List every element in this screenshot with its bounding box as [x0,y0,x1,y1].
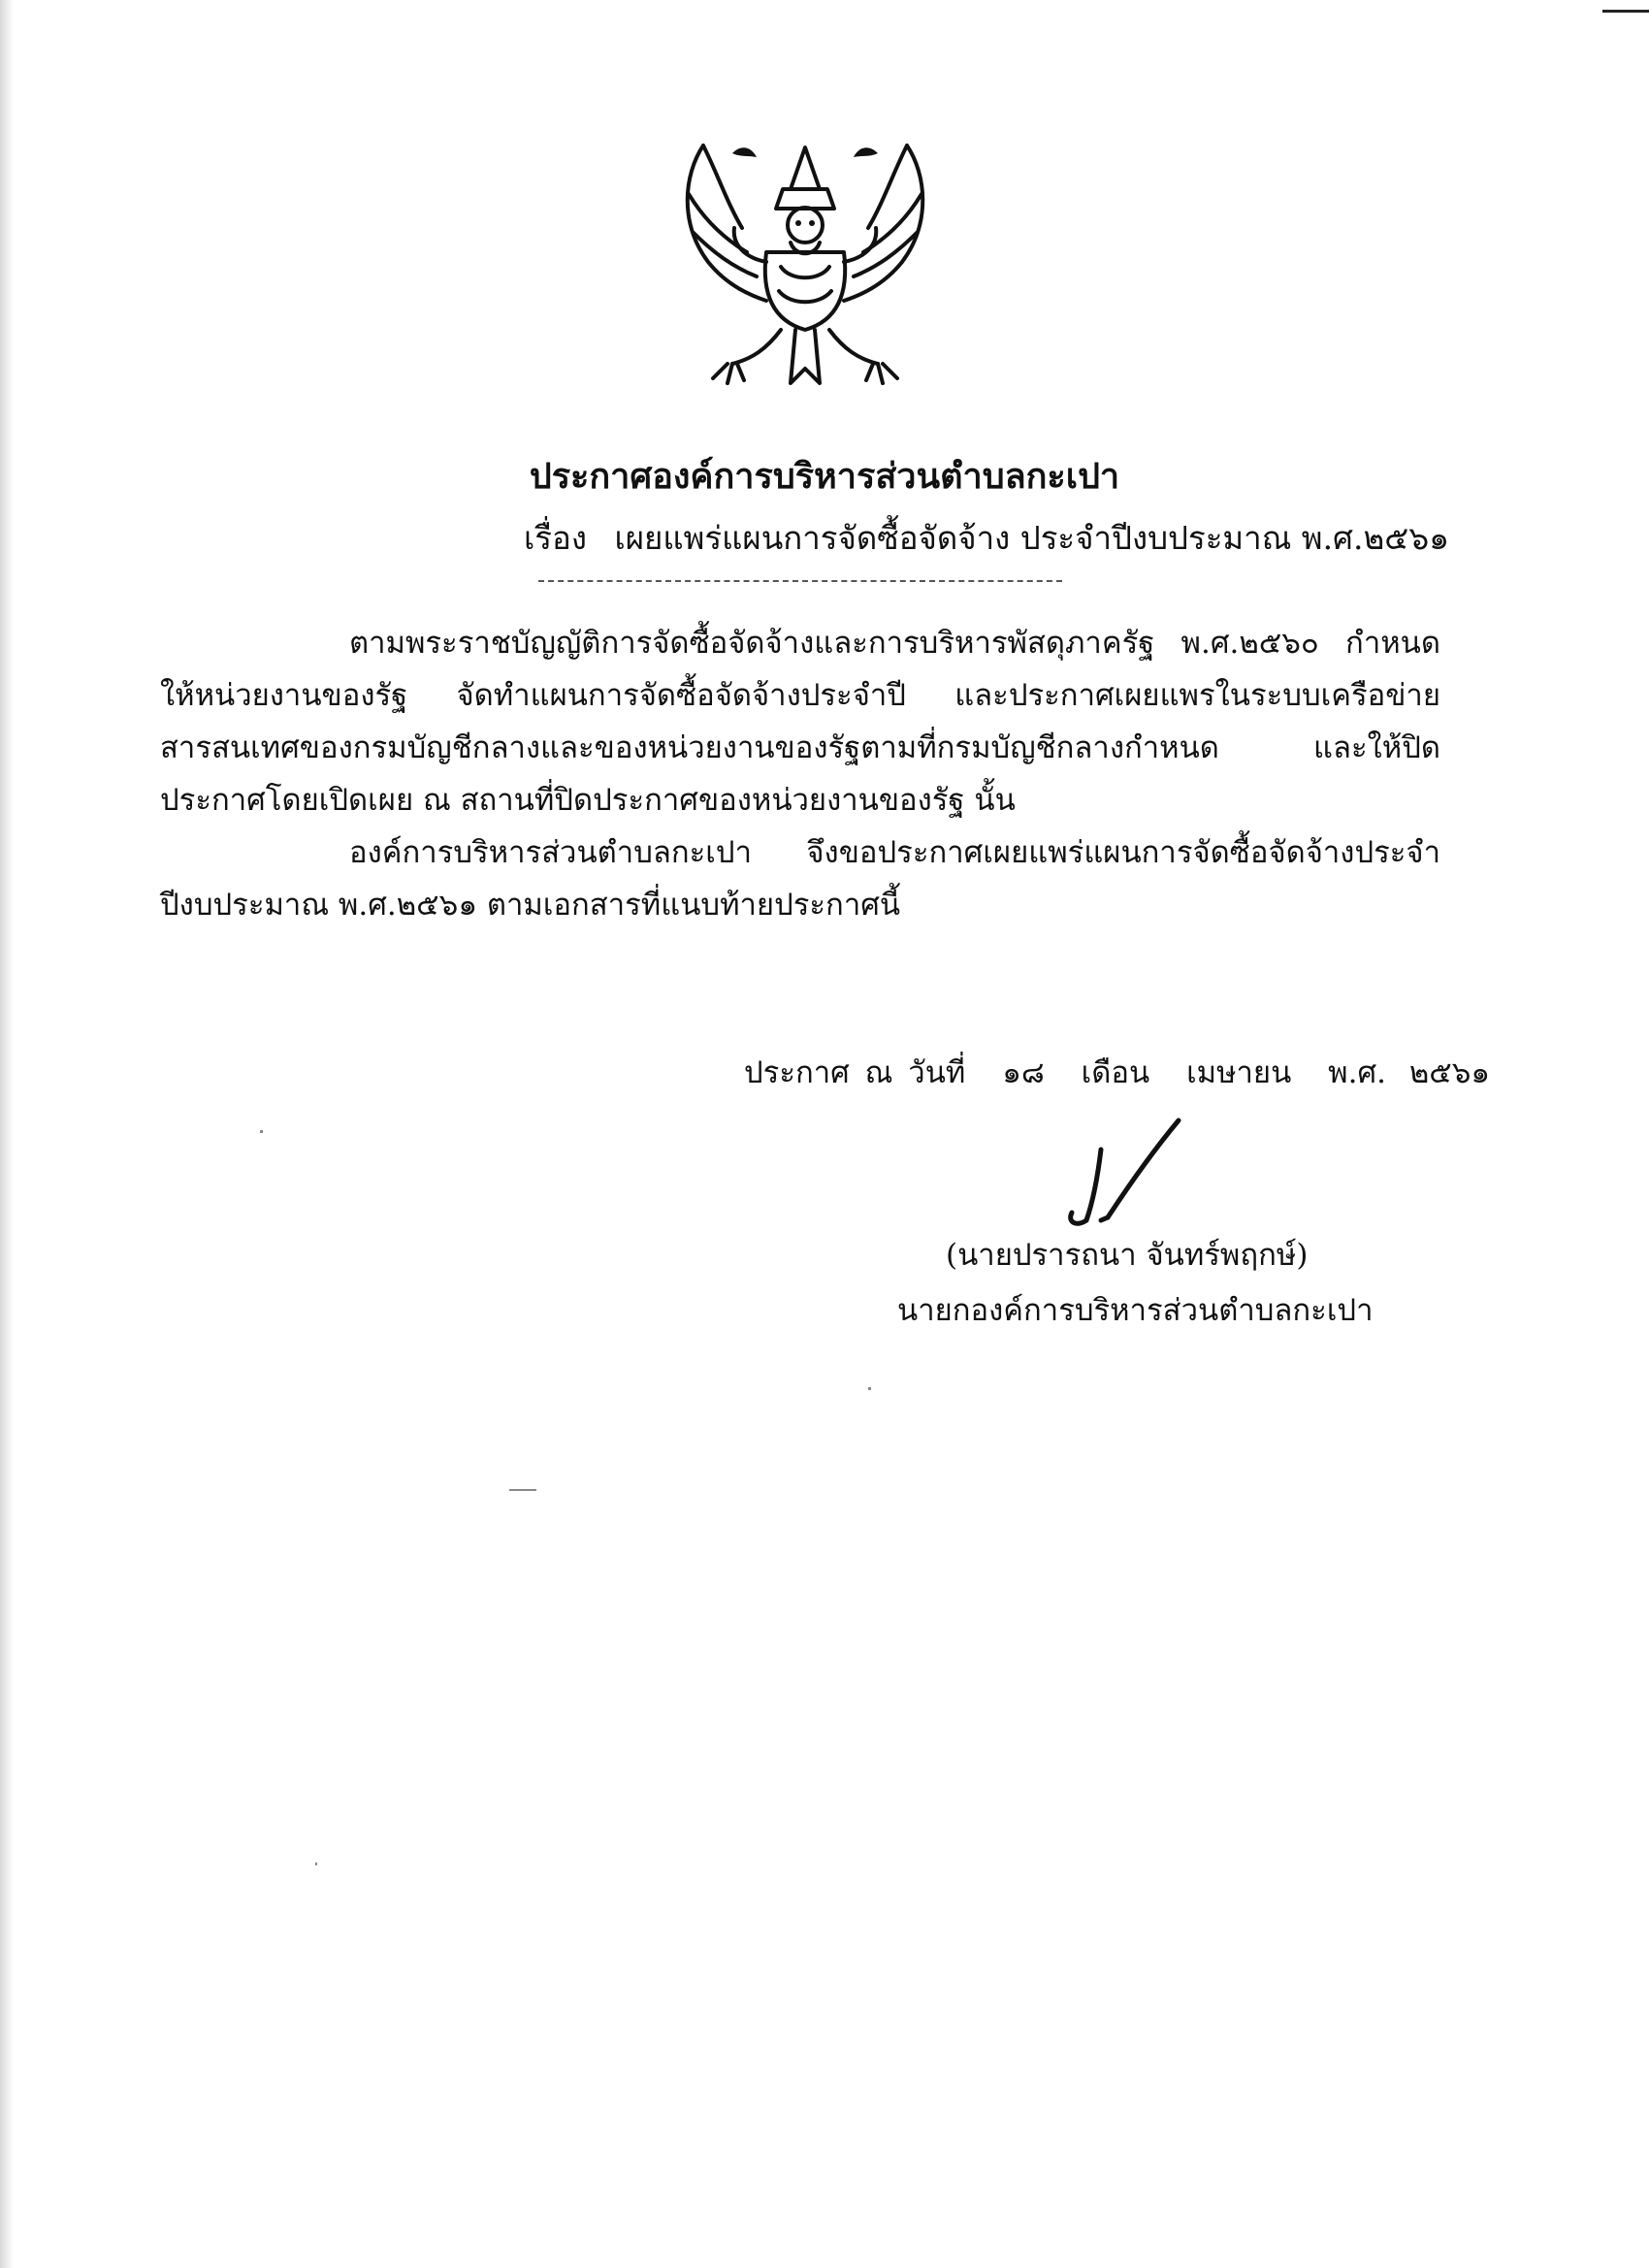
document-title: ประกาศองค์การบริหารส่วนตำบลกะเปา [529,456,1120,497]
date-prefix: ประกาศ ณ วันที่ [744,1055,966,1090]
scan-speck [509,1489,536,1491]
scan-edge-shadow [0,0,14,2268]
scan-speck [315,1863,317,1865]
document-body [160,617,1440,931]
date-day: ๑๘ [1002,1055,1045,1090]
subject-label: เรื่อง [524,519,587,557]
title-divider [538,580,1062,582]
signatory-name: (นายปรารถนา จันทร์พฤกษ์) [946,1238,1309,1273]
date-month: เมษายน [1186,1055,1292,1090]
garuda-emblem-icon [674,136,936,393]
date-year: ๒๕๖๑ [1408,1055,1491,1090]
scan-speck [868,1387,871,1390]
date-month-label: เดือน [1081,1055,1150,1090]
date-year-label: พ.ศ. [1328,1055,1386,1090]
scan-mark [1602,10,1649,13]
handwritten-signature [1048,1116,1193,1232]
body-paragraph-2: องค์การบริหารส่วนตำบลกะเปา จึงขอประกาศเผยแพร่แผนการจัดซื้อจัดจ้างประจำปีงบประมาณ พ.ศ.๒๕๖๑ ตามเอกสารที่แนบท้ายประกาศนี้ [160,835,1440,923]
announcement-date [744,1048,1511,1096]
body-paragraph-1: ตามพระราชบัญญัติการจัดซื้อจัดจ้างและการบริหารพัสดุภาครัฐ พ.ศ.๒๕๖๐ กำหนดให้หน่วยงานของรัฐ จัดทำแผนการจัดซื้อจัดจ้างประจำปี และประกาศเผยแพรในระบบเครือข่ายสารสนเทศของกรมบัญชีกลางและของหน่วยงานของรัฐตามที่กรมบัญชีกลางกำหนด และให้ปิดประกาศโดยเปิดเผย ณ สถานที่ปิดประกาศของหน่วยงานของรัฐ นั้น [160,626,1440,818]
subject-text: เผยแพร่แผนการจัดซื้อจัดจ้าง ประจำปีงบประมาณ พ.ศ.๒๕๖๑ [614,519,1450,557]
signatory-position: นายกองค์การบริหารส่วนตำบลกะเปา [897,1293,1374,1328]
scan-speck [260,1130,263,1133]
document-subject [524,512,1449,564]
